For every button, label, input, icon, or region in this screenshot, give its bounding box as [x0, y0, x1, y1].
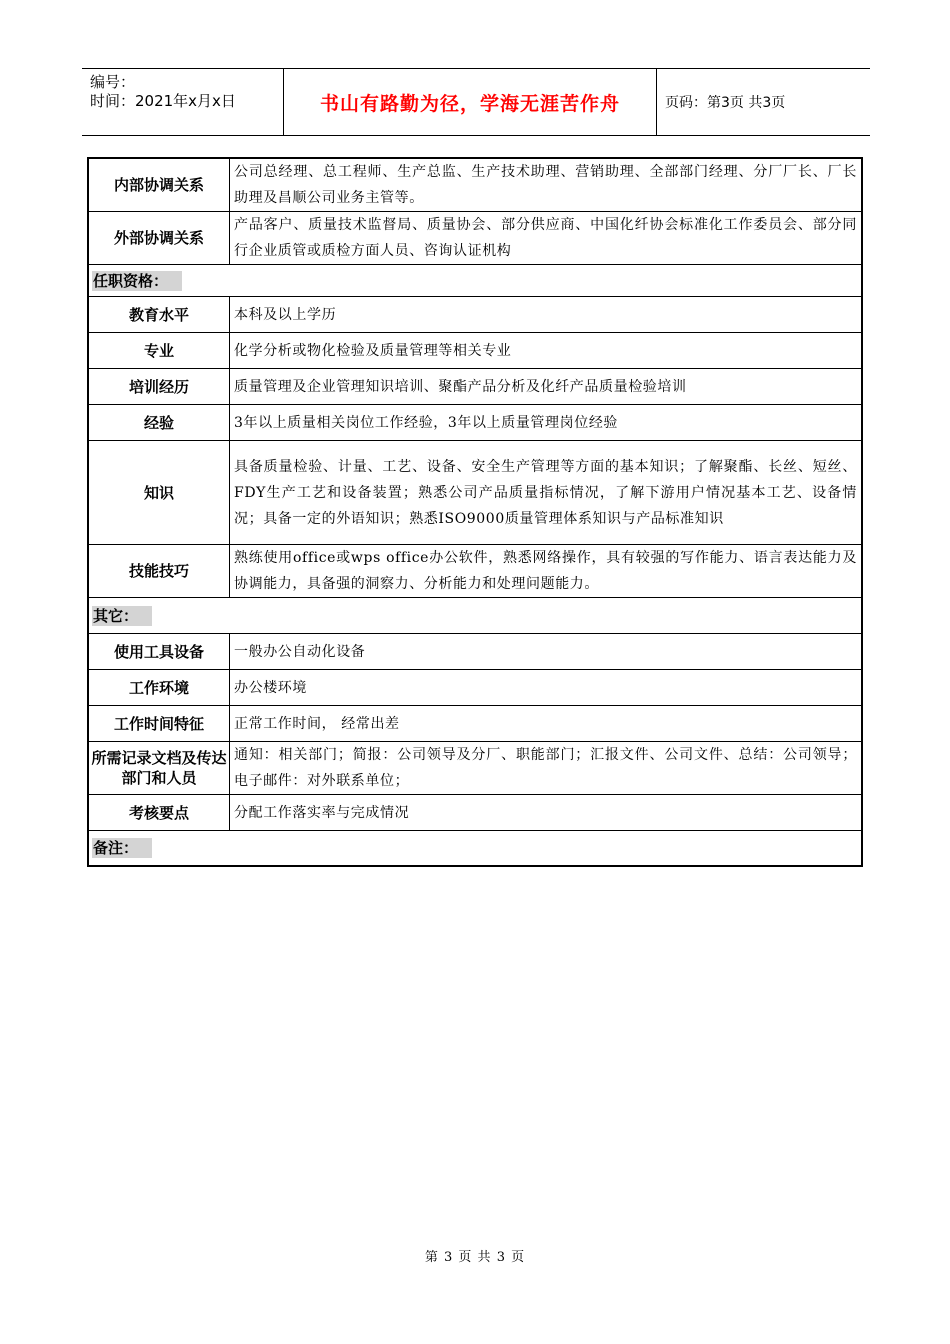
row-label: 工作时间特征: [89, 706, 230, 741]
row-value: 正常工作时间， 经常出差: [234, 715, 400, 732]
row-value: 分配工作落实率与完成情况: [234, 804, 410, 821]
table-row: [89, 369, 861, 405]
table-row: [89, 212, 861, 265]
table-row: [89, 670, 861, 706]
notes-section-heading: 备注：: [89, 831, 861, 865]
table-row: [89, 795, 861, 831]
other-section-heading: 其它：: [89, 598, 861, 634]
header-meta-cell: [82, 69, 284, 135]
row-label: 工作环境: [89, 670, 230, 705]
row-value: 办公楼环境: [234, 679, 307, 696]
page-info: 页码：第3页 共3页: [665, 95, 786, 111]
row-label: 专业: [89, 333, 230, 368]
row-label: 知识: [89, 441, 230, 544]
row-label: 使用工具设备: [89, 634, 230, 669]
row-label: 技能技巧: [89, 545, 230, 597]
motto-text: 书山有路勤为径，学海无涯苦作舟: [319, 92, 620, 115]
row-value: 产品客户、质量技术监督局、质量协会、部分供应商、中国化纤协会标准化工作委员会、部分同行企业质管或质检方面人员、咨询认证机构: [234, 217, 857, 259]
row-label: 内部协调关系: [89, 159, 230, 211]
row-label: 所需记录文档及传达部门和人员: [89, 742, 230, 794]
page-footer: 第 3 页 共 3 页: [424, 1250, 526, 1265]
table-row: [89, 159, 861, 212]
row-value: 本科及以上学历: [234, 306, 337, 323]
table-row: [89, 333, 861, 369]
row-value: 通知：相关部门；简报：公司领导及分厂、职能部门；汇报文件、公司文件、总结：公司领导；电子邮件：对外联系单位；: [234, 747, 857, 789]
table-row: [89, 405, 861, 441]
row-value: 3年以上质量相关岗位工作经验，3年以上质量管理岗位经验: [234, 414, 619, 431]
row-value: 具备质量检验、计量、工艺、设备、安全生产管理等方面的基本知识；了解聚酯、长丝、短丝、FDY生产工艺和设备装置；熟悉公司产品质量指标情况，了解下游用户情况基本工艺、设备情况；具备一定的外语知识；熟悉ISO9000质量管理体系知识与产品标准知识: [234, 458, 857, 527]
document-header: [82, 68, 870, 136]
header-motto-cell: [284, 69, 657, 135]
row-value: 熟练使用office或wps office办公软件，熟悉网络操作，具有较强的写作能力、语言表达能力及协调能力，具备强的洞察力、分析能力和处理问题能力。: [234, 550, 857, 592]
table-row: [89, 634, 861, 670]
header-page-cell: [657, 69, 870, 135]
row-value: 公司总经理、总工程师、生产总监、生产技术助理、营销助理、全部部门经理、分厂厂长、厂长助理及昌顺公司业务主管等。: [234, 164, 857, 206]
row-label: 经验: [89, 405, 230, 440]
table-row: [89, 706, 861, 742]
row-label: 教育水平: [89, 297, 230, 332]
row-value: 质量管理及企业管理知识培训、聚酯产品分析及化纤产品质量检验培训: [234, 378, 687, 395]
table-row: [89, 742, 861, 795]
row-label: 考核要点: [89, 795, 230, 830]
qualification-section-heading: 任职资格：: [89, 265, 861, 297]
job-description-table: [87, 157, 863, 867]
row-label: 外部协调关系: [89, 212, 230, 264]
table-row: [89, 545, 861, 598]
table-row: [89, 297, 861, 333]
row-value: 化学分析或物化检验及质量管理等相关专业: [234, 342, 512, 359]
table-row: [89, 441, 861, 545]
document-time: 时间：2021年x月x日: [90, 92, 236, 110]
row-value: 一般办公自动化设备: [234, 643, 366, 660]
row-label: 培训经历: [89, 369, 230, 404]
document-number-label: 编号：: [90, 73, 136, 91]
